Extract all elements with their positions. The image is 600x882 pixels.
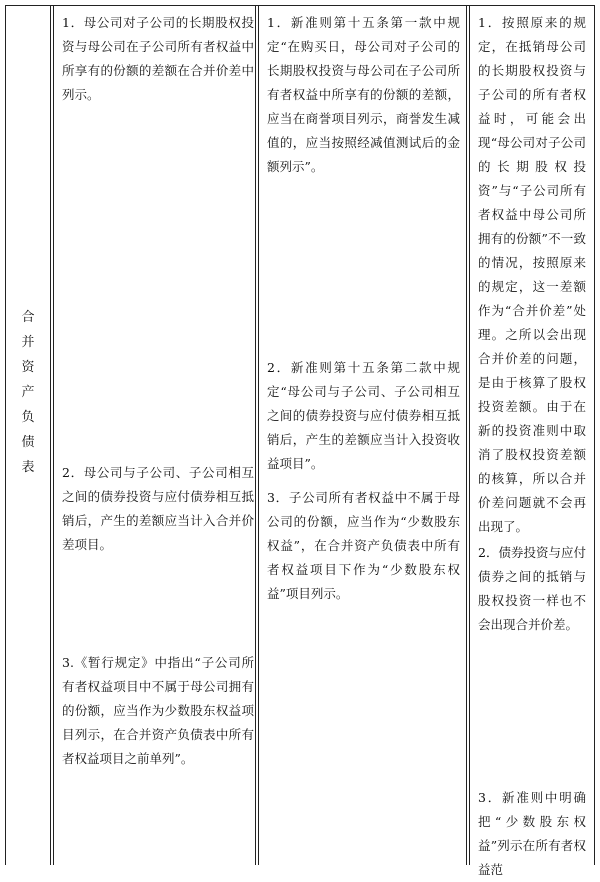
column-old-rules: [54, 5, 255, 865]
paragraph-old-1: 1．母公司对子公司的长期股权投资与母公司在子公司所有者权益中所享有的份额的差额在合并价差中列示。: [62, 15, 254, 102]
row-label-cell: [5, 5, 50, 865]
column-divider: [594, 5, 595, 865]
paragraph-new-2: 2．新准则第十五条第二款中规定“母公司与子公司、子公司相互之间的债券投资与应付债券相互抵销后，产生的差额应当计入投资收益项目”。: [267, 360, 460, 471]
row-label: 合并资产负债表: [21, 310, 35, 475]
paragraph-new-3: 3．子公司所有者权益中不属于母公司的份额，应当作为“少数股东权益”，在合并资产负债表中所有者权益项目下作为“少数股东权益”项目列示。: [267, 490, 460, 601]
paragraph-new-1: 1．新准则第十五条第一款中规定“在购买日，母公司对子公司的长期股权投资与母公司在子公司所有者权益中所享有的份额的差额，应当在商誉项目列示，商誉发生减值的，应当按照经减值测试后的金额列示”。: [267, 15, 460, 174]
paragraph-old-3: 3.《暂行规定》中指出“子公司所有者权益项目中不属于母公司拥有的份额，应当作为少数股东权益项目列示，在合并资产负债表中所有者权益项目之前单列”。: [62, 655, 254, 766]
paragraph-old-2: 2．母公司与子公司、子公司相互之间的债券投资与应付债券相互抵销后，产生的差额应当计入合并价差项目。: [62, 465, 254, 552]
paragraph-expl-3: 3．新准则中明确把“少数股东权益”列示在所有者权益范: [478, 790, 586, 877]
paragraph-expl-2: 2．债券投资与应付债券之间的抵销与股权投资一样也不会出现合并价差。: [478, 545, 586, 632]
column-explanation: [470, 5, 594, 877]
comparison-table: [5, 5, 595, 877]
paragraph-expl-1: 1．按照原来的规定，在抵销母公司的长期股权投资与子公司的所有者权益时，可能会出现“母公司对子公司的长期股权投资”与“子公司所有者权益中母公司所拥有的份额”不一致的情况，按照原来的规定，这一差额作为“合并价差”处理。之所以会出现合并价差的问题，是由于核算了股权投资差额。由于在新的投资准则中取消了股权投资差额的核算，所以合并价差问题就不会再出现了。: [478, 15, 586, 534]
column-new-rules: [259, 5, 466, 865]
